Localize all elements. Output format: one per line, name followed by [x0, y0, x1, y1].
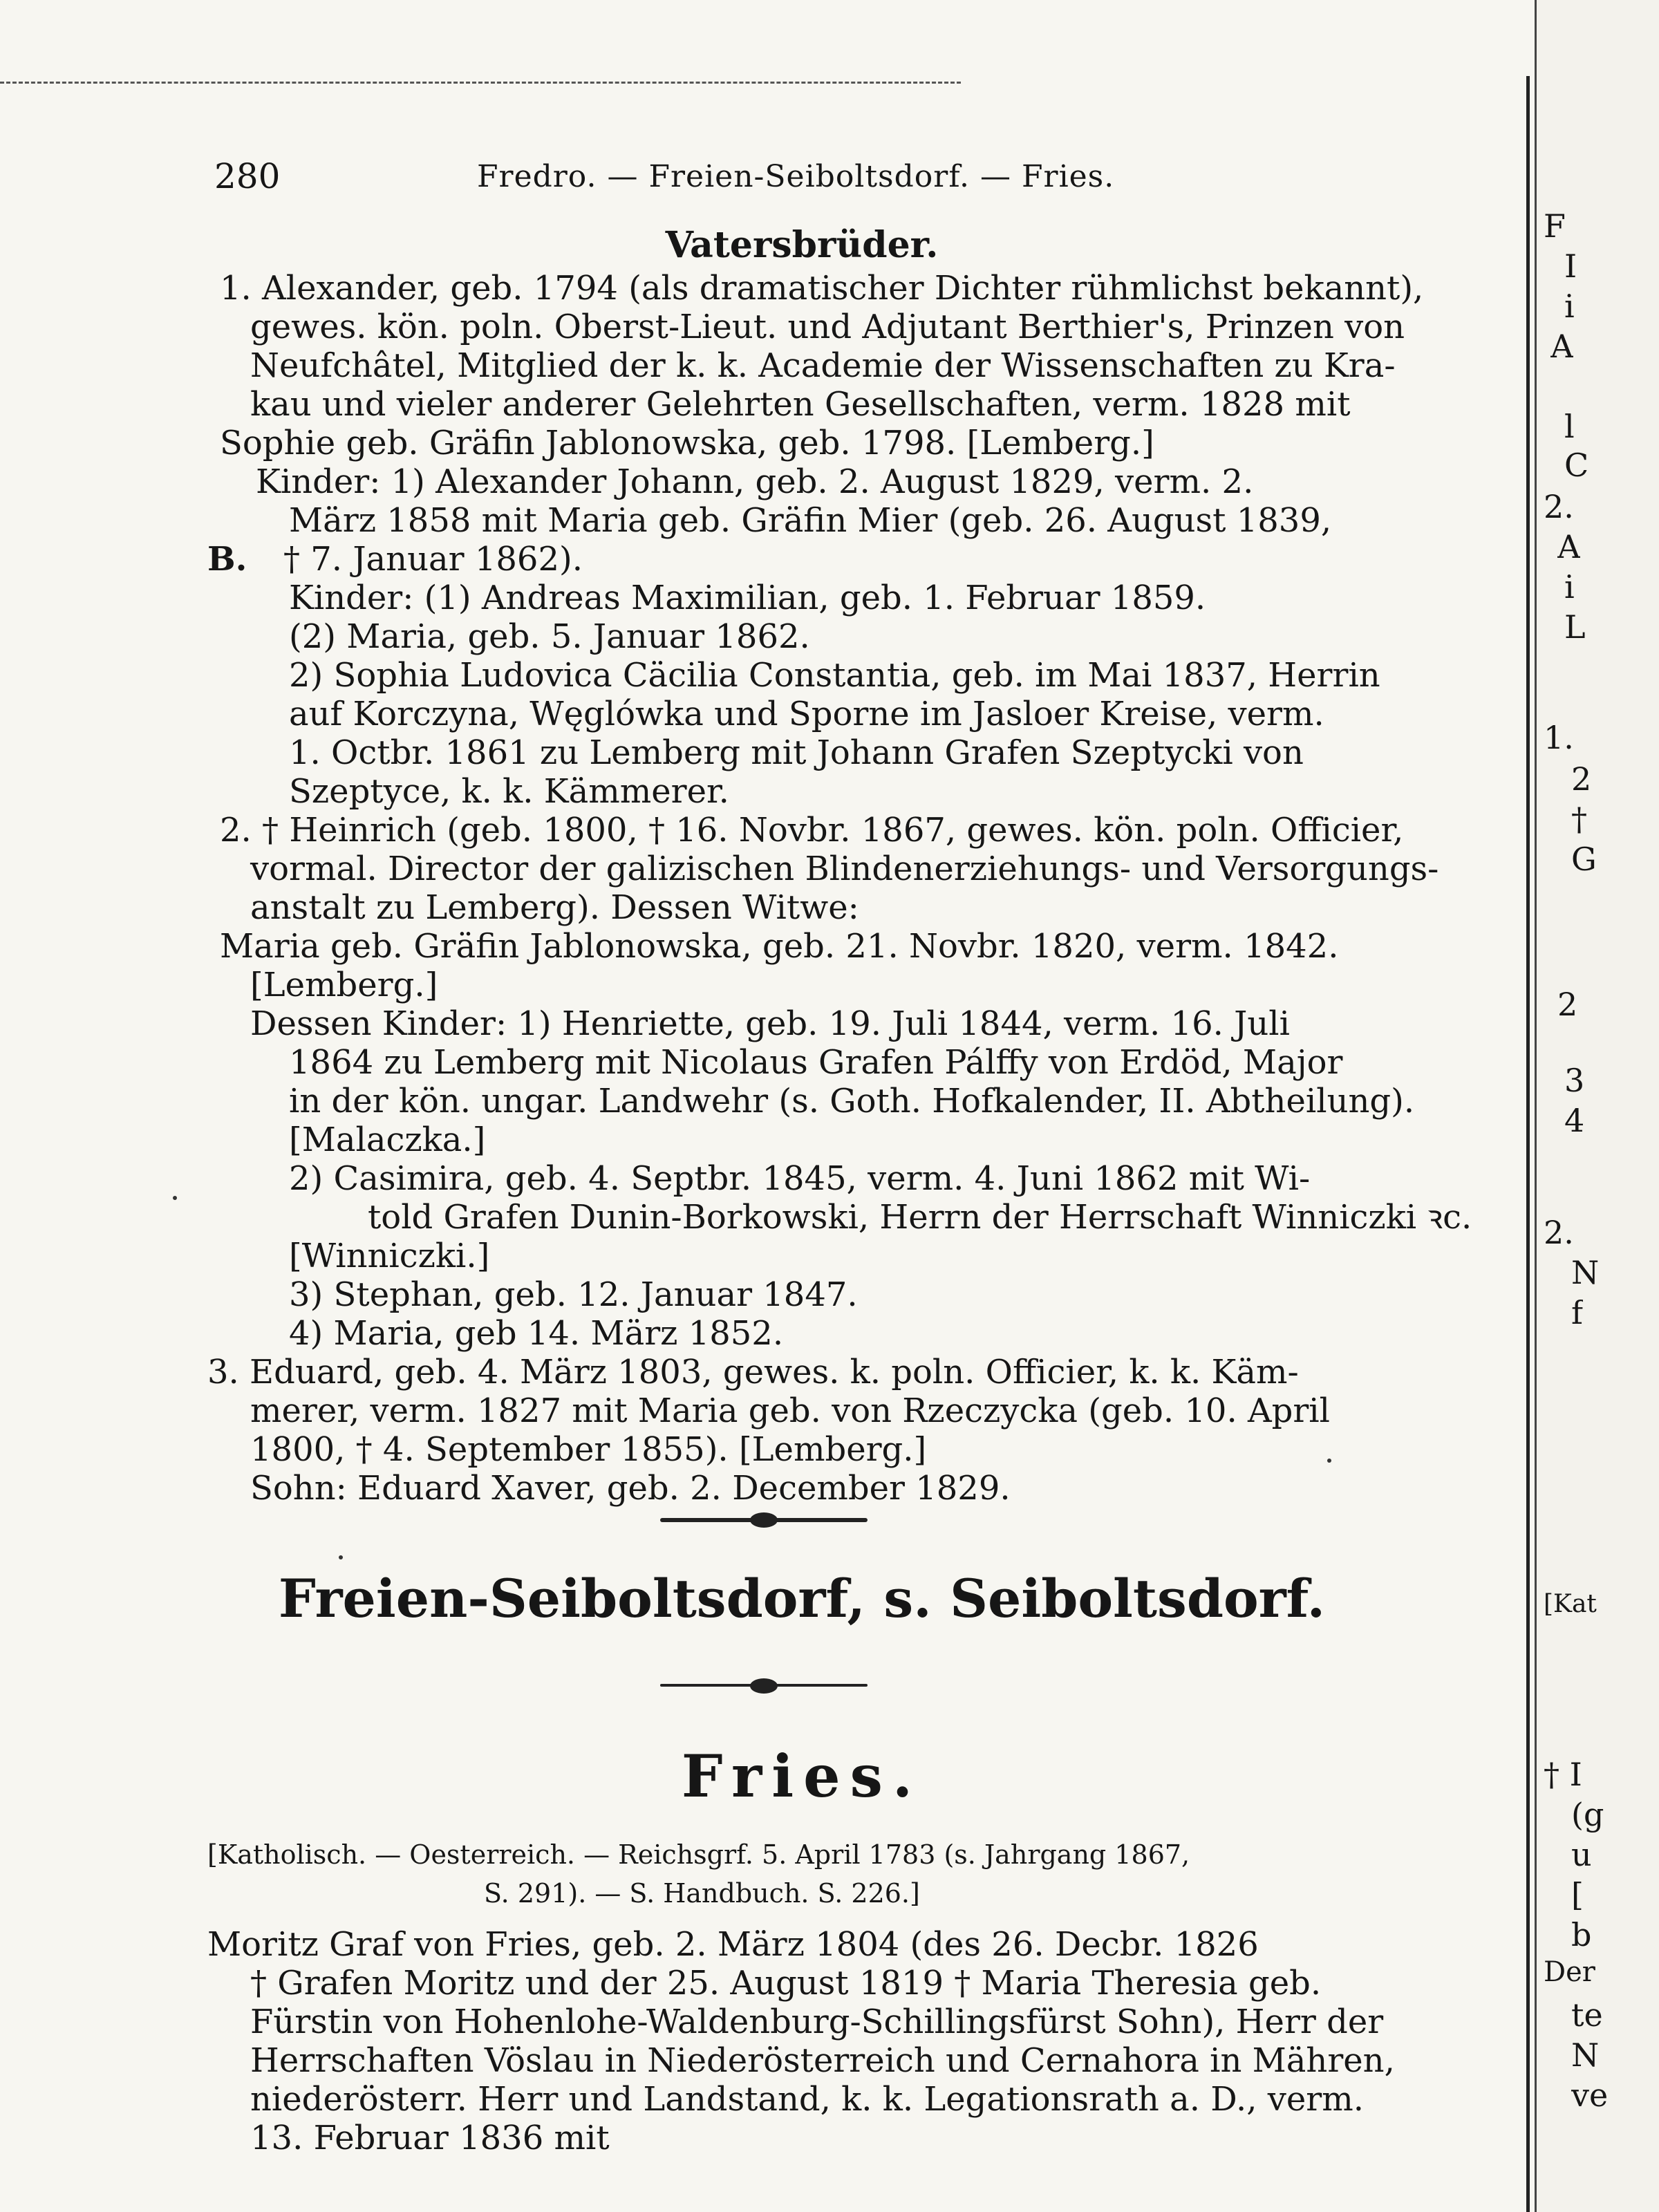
adjacent-fragment: (g	[1571, 1796, 1604, 1833]
adjacent-fragment: 2.	[1544, 1214, 1574, 1251]
text-line: † Grafen Moritz und der 25. August 1819 † Maria Theresia geb.	[250, 1964, 1322, 2003]
note-line: [Katholisch. — Oesterreich. — Reichsgrf. 5. April 1783 (s. Jahrgang 1867,	[207, 1839, 1190, 1870]
text-line: 1. Octbr. 1861 zu Lemberg mit Johann Grafen Szeptycki von	[289, 733, 1304, 772]
text-line: 3. Eduard, geb. 4. März 1803, gewes. k. poln. Officier, k. k. Käm-	[207, 1353, 1299, 1391]
adjacent-fragment: N	[1571, 2036, 1600, 2074]
text-line: merer, verm. 1827 mit Maria geb. von Rzeczycka (geb. 10. April	[250, 1391, 1330, 1430]
adjacent-fragment: 2	[1557, 986, 1578, 1023]
text-line: Szeptyce, k. k. Kämmerer.	[289, 772, 729, 811]
text-line: Moritz Graf von Fries, geb. 2. März 1804 (des 26. Decbr. 1826	[207, 1925, 1259, 1964]
print-speck	[1327, 1459, 1331, 1463]
text-line: gewes. kön. poln. Oberst-Lieut. und Adjutant Berthier's, Prinzen von	[250, 308, 1405, 346]
text-line: Dessen Kinder: 1) Henriette, geb. 19. Juli 1844, verm. 16. Juli	[250, 1004, 1290, 1043]
text-line: (2) Maria, geb. 5. Januar 1862.	[289, 617, 810, 656]
text-line: 3) Stephan, geb. 12. Januar 1847.	[289, 1275, 858, 1314]
top-border-rule	[0, 82, 961, 84]
print-speck	[339, 1555, 343, 1559]
adjacent-fragment: A	[1557, 528, 1581, 565]
adjacent-fragment: A	[1550, 328, 1574, 365]
text-line: anstalt zu Lemberg). Dessen Witwe:	[250, 888, 859, 927]
text-line: März 1858 mit Maria geb. Gräfin Mier (geb. 26. August 1839,	[289, 501, 1332, 540]
print-speck	[173, 1196, 177, 1200]
text-line: † 7. Januar 1862).	[283, 540, 583, 579]
adjacent-fragment: [Kat	[1544, 1590, 1597, 1618]
text-line: [Malaczka.]	[289, 1121, 486, 1159]
adjacent-fragment: i	[1564, 288, 1575, 325]
text-line: 2) Sophia Ludovica Cäcilia Constantia, geb. im Mai 1837, Herrin	[289, 656, 1380, 695]
page-header	[214, 156, 1410, 205]
text-line: Neufchâtel, Mitglied der k. k. Academie der Wissenschaften zu Kra-	[250, 346, 1396, 385]
adjacent-fragment: L	[1564, 608, 1586, 646]
adjacent-fragment: [	[1571, 1876, 1584, 1913]
adjacent-fragment: b	[1571, 1916, 1592, 1953]
running-title: Fredro. — Freien-Seiboltsdorf. — Fries.	[477, 159, 1115, 194]
adjacent-fragment: i	[1564, 568, 1575, 606]
adjacent-fragment: G	[1571, 841, 1597, 878]
adjacent-fragment: u	[1571, 1836, 1592, 1873]
text-line: 13. Februar 1836 mit	[250, 2119, 610, 2157]
text-line: kau und vieler anderer Gelehrten Gesellschaften, verm. 1828 mit	[250, 385, 1351, 424]
text-line: 1. Alexander, geb. 1794 (als dramatischer Dichter rühmlichst bekannt),	[220, 269, 1424, 308]
adjacent-fragment: 3	[1564, 1062, 1585, 1099]
text-line: 2) Casimira, geb. 4. Septbr. 1845, verm. 4. Juni 1862 mit Wi-	[289, 1159, 1311, 1198]
subheading-vatersbrueder: Vatersbrüder.	[665, 224, 939, 266]
margin-mark: B.	[207, 540, 247, 579]
ornament-rule	[660, 1684, 868, 1687]
text-line: 4) Maria, geb 14. März 1852.	[289, 1314, 784, 1353]
text-line: 1800, † 4. September 1855). [Lemberg.]	[250, 1430, 927, 1469]
adjacent-fragment: ve	[1571, 2077, 1609, 2114]
text-line: 2. † Heinrich (geb. 1800, † 16. Novbr. 1867, gewes. kön. poln. Officier,	[220, 811, 1404, 850]
text-line: Fürstin von Hohenlohe-Waldenburg-Schillingsfürst Sohn), Herr der	[250, 2003, 1384, 2041]
heading-fries: Fries.	[681, 1742, 923, 1810]
adjacent-fragment: †	[1571, 800, 1587, 838]
text-line: niederösterr. Herr und Landstand, k. k. Legationsrath a. D., verm.	[250, 2080, 1365, 2119]
text-line: Sohn: Eduard Xaver, geb. 2. December 1829.	[250, 1469, 1011, 1508]
text-line: Kinder: 1) Alexander Johann, geb. 2. August 1829, verm. 2.	[256, 462, 1254, 501]
ornament-rule	[660, 1518, 868, 1522]
page-number: 280	[214, 156, 281, 196]
adjacent-page-fragment	[1535, 0, 1659, 2212]
adjacent-fragment: f	[1571, 1294, 1584, 1331]
text-line: Maria geb. Gräfin Jablonowska, geb. 21. Novbr. 1820, verm. 1842.	[220, 927, 1339, 966]
adjacent-fragment: l	[1564, 408, 1575, 445]
adjacent-fragment: C	[1564, 447, 1589, 484]
adjacent-fragment: te	[1571, 1996, 1603, 2034]
adjacent-fragment: 2	[1571, 760, 1592, 798]
adjacent-fragment: I	[1564, 247, 1577, 285]
adjacent-fragment: N	[1571, 1254, 1600, 1291]
text-line: Herrschaften Vöslau in Niederösterreich und Cernahora in Mähren,	[250, 2041, 1395, 2080]
heading-freien-seiboltsdorf: Freien-Seiboltsdorf, s. Seiboltsdorf.	[278, 1568, 1326, 1629]
text-line: [Winniczki.]	[289, 1237, 490, 1275]
text-line: 1864 zu Lemberg mit Nicolaus Grafen Pálffy von Erdöd, Major	[289, 1043, 1343, 1082]
text-line: in der kön. ungar. Landwehr (s. Goth. Hofkalender, II. Abtheilung).	[289, 1082, 1415, 1121]
text-line: Kinder: (1) Andreas Maximilian, geb. 1. Februar 1859.	[289, 579, 1206, 617]
note-line: S. 291). — S. Handbuch. S. 226.]	[484, 1878, 920, 1909]
text-line: told Grafen Dunin-Borkowski, Herrn der Herrschaft Winniczki ꝛc.	[368, 1198, 1472, 1237]
text-line: vormal. Director der galizischen Blindenerziehungs- und Versorgungs-	[250, 850, 1439, 888]
adjacent-fragment: F	[1544, 207, 1566, 245]
adjacent-fragment: † I	[1544, 1756, 1582, 1793]
text-line: Sophie geb. Gräfin Jablonowska, geb. 1798. [Lemberg.]	[220, 424, 1154, 462]
adjacent-fragment: 1.	[1544, 719, 1574, 756]
text-line: auf Korczyna, Węglówka und Sporne im Jasloer Kreise, verm.	[289, 695, 1324, 733]
adjacent-fragment: Der	[1544, 1956, 1595, 1988]
gutter-shadow	[1526, 76, 1530, 2212]
adjacent-fragment: 2.	[1544, 488, 1574, 525]
text-line: [Lemberg.]	[250, 966, 438, 1004]
adjacent-fragment: 4	[1564, 1102, 1585, 1139]
